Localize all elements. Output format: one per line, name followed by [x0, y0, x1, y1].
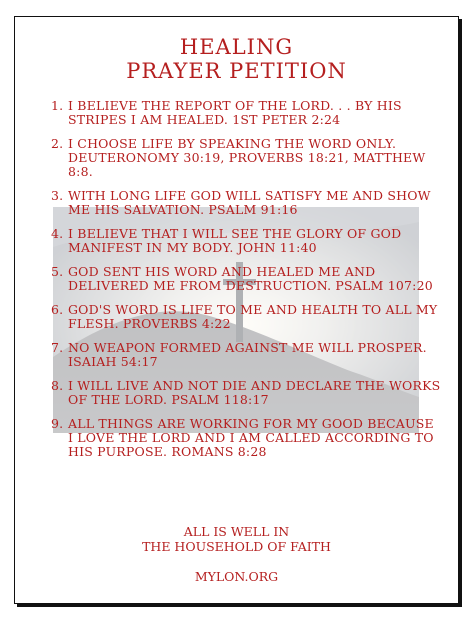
list-item — [51, 265, 441, 293]
list-item — [51, 379, 441, 407]
list-item — [51, 227, 441, 255]
list-item — [51, 99, 441, 127]
item-text: NO WEAPON FORMED AGAINST ME WILL PROSPER. ISAIAH 54:17 — [68, 340, 427, 369]
prayer-list — [51, 99, 441, 469]
item-text: I WILL LIVE AND NOT DIE AND DECLARE THE WORKS OF THE LORD. PSALM 118:17 — [68, 378, 441, 407]
item-number: 3. — [51, 188, 64, 203]
item-number: 1. — [51, 98, 64, 113]
item-text: I BELIEVE THAT I WILL SEE THE GLORY OF GOD MANIFEST IN MY BODY. JOHN 11:40 — [68, 226, 402, 255]
closing-line-1: ALL IS WELL IN — [183, 524, 290, 539]
item-number: 8. — [51, 378, 64, 393]
item-text: GOD SENT HIS WORD AND HEALED ME AND DELIVERED ME FROM DESTRUCTION. PSALM 107:20 — [68, 264, 433, 293]
list-item — [51, 137, 441, 179]
title-line-1: HEALING — [179, 35, 294, 59]
list-item — [51, 303, 441, 331]
item-number: 9. — [51, 416, 64, 431]
item-number: 5. — [51, 264, 64, 279]
item-text: I BELIEVE THE REPORT OF THE LORD. . . BY HIS STRIPES I AM HEALED. 1ST PETER 2:24 — [68, 98, 402, 127]
title-line-2: PRAYER PETITION — [126, 59, 347, 83]
closing-line-2: THE HOUSEHOLD OF FAITH — [142, 539, 331, 554]
item-number: 2. — [51, 136, 64, 151]
item-text: GOD'S WORD IS LIFE TO ME AND HEALTH TO ALL MY FLESH. PROVERBS 4:22 — [68, 302, 438, 331]
website-link[interactable]: MYLON.ORG — [194, 569, 279, 584]
list-item — [51, 341, 441, 369]
document-frame — [14, 16, 459, 604]
item-text: WITH LONG LIFE GOD WILL SATISFY ME AND SHOW ME HIS SALVATION. PSALM 91:16 — [68, 188, 431, 217]
item-number: 6. — [51, 302, 64, 317]
item-number: 7. — [51, 340, 64, 355]
item-text: ALL THINGS ARE WORKING FOR MY GOOD BECAUSE I LOVE THE LORD AND I AM CALLED ACCORDING TO HIS PURPOSE. ROMANS 8:28 — [68, 416, 434, 459]
list-item — [51, 417, 441, 459]
item-text: I CHOOSE LIFE BY SPEAKING THE WORD ONLY. DEUTERONOMY 30:19, PROVERBS 18:21, MATTHEW 8:8. — [68, 136, 426, 179]
item-number: 4. — [51, 226, 64, 241]
list-item — [51, 189, 441, 217]
